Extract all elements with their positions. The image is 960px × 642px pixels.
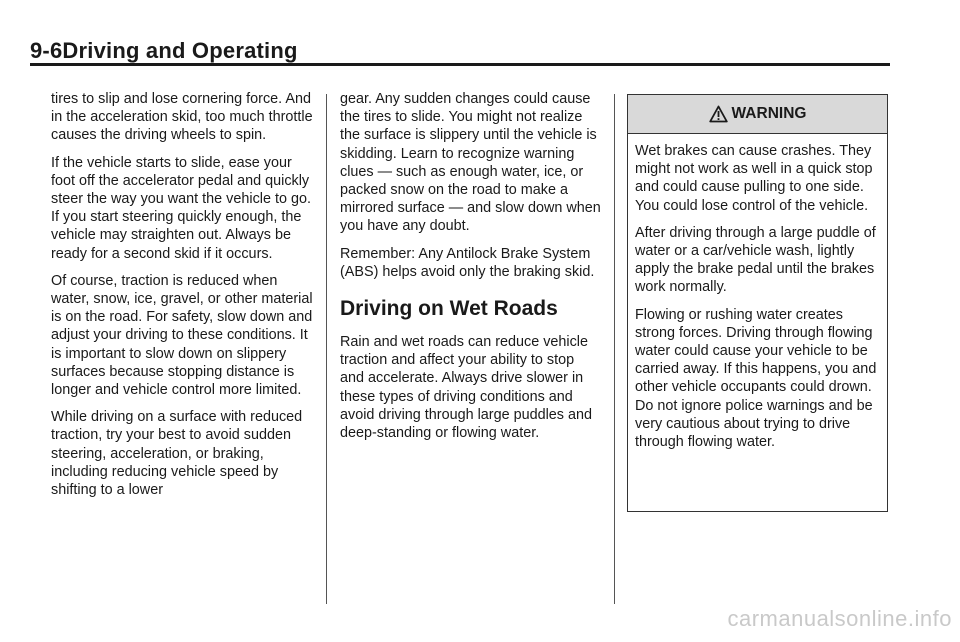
column-divider	[614, 94, 615, 604]
paragraph: While driving on a surface with reduced traction, try your best to avoid sudden steering, acceleration, or braking, including reducing vehicle speed by shifting to a lower	[51, 409, 303, 499]
warning-title: WARNING	[731, 105, 807, 122]
page-header	[30, 38, 890, 64]
paragraph: Of course, traction is reduced when water, snow, ice, gravel, or other material is on the road. For safety, slow down and adjust your driving to these conditions. It is important to slow down on slippery surfaces because stopping distance is longer and vehicle control more limited.	[51, 272, 313, 399]
warning-body	[628, 134, 887, 451]
paragraph: gear. Any sudden changes could cause the tires to slide. You might not realize the surface is slippery until the vehicle is skidding. Learn to recognize warning clues — such as enough water, ice, or packed snow on the road to make a mirrored surface — and slow down when you have any doubt.	[340, 91, 601, 235]
paragraph: Wet brakes can cause crashes. They might not work as well in a quick stop and could cause pulling to one side. You could lose control of the vehicle.	[635, 143, 873, 214]
watermark: carmanualsonline.info	[727, 606, 952, 631]
warning-triangle-icon	[709, 105, 728, 123]
paragraph: If the vehicle starts to slide, ease your foot off the accelerator pedal and quickly steer the way you want the vehicle to go. If you start steering quickly enough, the vehicle may straighten out. Always be ready for a second skid if it occurs.	[51, 154, 311, 262]
paragraph: tires to slip and lose cornering force. And in the acceleration skid, too much throttle causes the driving wheels to spin.	[51, 91, 313, 144]
paragraph: Remember: Any Antilock Brake System (ABS) helps avoid only the braking skid.	[340, 245, 595, 280]
section-title: Driving and Operating	[62, 38, 298, 63]
paragraph: After driving through a large puddle of water or a car/vehicle wash, lightly apply the brake pedal until the brakes work normally.	[635, 224, 876, 296]
paragraph: Flowing or rushing water creates strong forces. Driving through flowing water could cause your vehicle to be carried away. If this happens, you and other vehicle occupants could drown. Do not ignore police warnings and be very cautious about trying to drive through flowing water.	[635, 306, 877, 451]
header-rule	[30, 63, 890, 66]
page-number: 9-6	[30, 38, 63, 63]
column-divider	[326, 94, 327, 604]
text-column-2	[340, 90, 602, 451]
warning-header	[628, 95, 887, 134]
text-column-1	[51, 90, 313, 508]
warning-box	[627, 94, 888, 512]
paragraph: Rain and wet roads can reduce vehicle traction and affect your ability to stop and accelerate. Always drive slower in these types of driving conditions and avoid driving through large puddles and deep-standing or flowing water.	[340, 334, 593, 442]
section-heading: Driving on Wet Roads	[340, 297, 558, 321]
